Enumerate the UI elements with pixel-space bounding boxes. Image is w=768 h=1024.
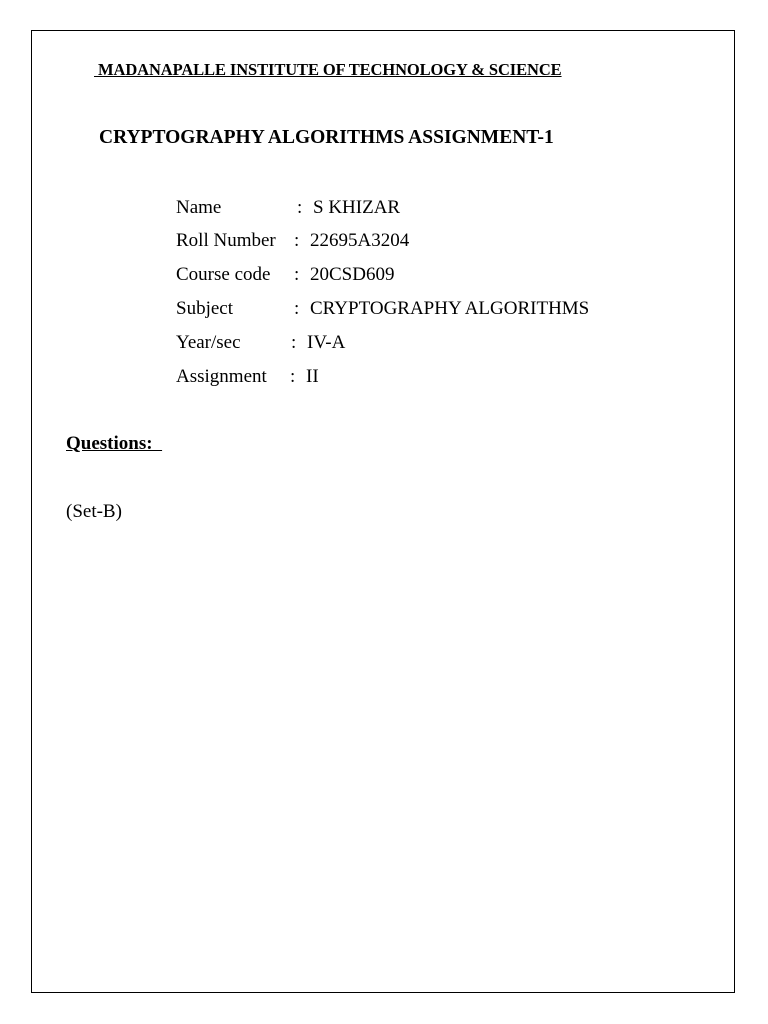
set-label: (Set-B) (66, 501, 122, 522)
detail-label: Roll Number (176, 230, 276, 251)
assignment-title: CRYPTOGRAPHY ALGORITHMS ASSIGNMENT-1 (99, 127, 554, 148)
detail-label: Name (176, 197, 222, 218)
detail-separator: : (291, 332, 297, 353)
detail-value: II (306, 366, 319, 387)
detail-separator: : (290, 366, 296, 387)
detail-value: S KHIZAR (313, 197, 401, 218)
detail-value: CRYPTOGRAPHY ALGORITHMS (310, 298, 590, 319)
detail-label: Assignment (176, 366, 267, 387)
detail-label: Course code (176, 264, 271, 285)
detail-label: Year/sec (176, 332, 241, 353)
detail-value: 22695A3204 (310, 230, 410, 251)
questions-heading: Questions: (66, 433, 163, 454)
institute-name: MADANAPALLE INSTITUTE OF TECHNOLOGY & SCIENCE (94, 60, 562, 79)
detail-separator: : (294, 230, 300, 251)
detail-value: 20CSD609 (310, 264, 395, 285)
detail-label: Subject (176, 298, 233, 319)
detail-value: IV-A (307, 332, 346, 353)
detail-separator: : (294, 264, 300, 285)
detail-separator: : (297, 197, 303, 218)
page-border (31, 30, 735, 993)
detail-separator: : (294, 298, 300, 319)
